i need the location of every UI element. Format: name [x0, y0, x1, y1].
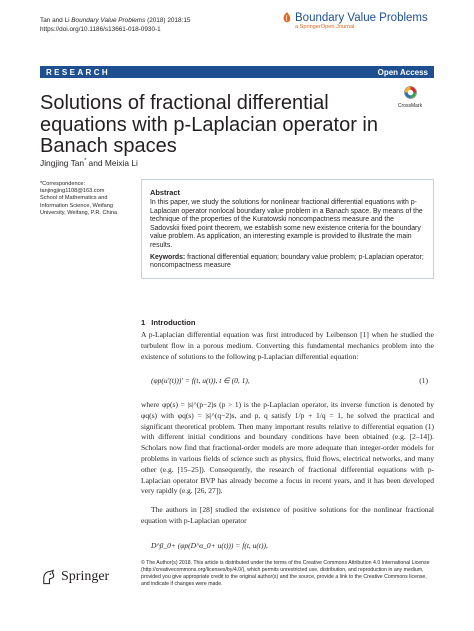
paragraph-2: where φp(s) = |s|^(p−2)s (p > 1) is the p-Laplacian operator, its inverse function is denoted by φq(s) with φq(s) = |s|^(q−2)s, and p, q satisfy 1/p + 1/q = 1, he solved the practical and significant theoretical problem. Then many important results relative to differential equation (1) with different initial conditions and boundary conditions have been obtained (e.g. [2–14]). Scholars now find that fractional-order models are more adequate than integer-order models for problems in various fields of science such as physics, fluid flows, electrical networks, and many other (e.g. [15–25]). Consequently, the research of fractional differential equations with p-Laplacian operator BVP has already become a focus in recent years, and it has been developed very rapidly (e.g. [26, 27]). [141, 400, 434, 496]
abstract-box [141, 179, 434, 279]
correspondence-email[interactable]: tanjingjing1108@163.com [40, 188, 105, 195]
paragraph-1: A p-Laplacian differential equation was first introduced by Leibenson [1] when he studied the turbulent flow in a porous medium. Converting this fundamental mechanics problem into the existence of solutions to the following p-Laplacian differential equation: [141, 330, 434, 361]
crossmark-icon [404, 86, 417, 99]
keywords-list: fractional differential equation; boundary value problem; p-Laplacian operator; noncompactness measure [150, 253, 424, 270]
crossmark-badge[interactable] [386, 86, 434, 109]
author-rest: and Meixia Li [86, 158, 138, 168]
equation-1-body: (φp(u′(t)))′ = f(t, u(t)), t ∈ (0, 1), [151, 376, 250, 385]
keywords-label: Keywords: [150, 253, 186, 261]
article-type-label: RESEARCH [46, 67, 111, 77]
running-head-journal: Boundary Value Problems [71, 17, 146, 24]
correspondence-block [40, 181, 135, 217]
corresponding-marker: * [84, 158, 87, 165]
publisher-name: Springer [61, 569, 110, 584]
open-access-label: Open Access [377, 67, 428, 77]
springer-logo [40, 566, 135, 588]
affiliation-line-3: University, Weifang, P.R. China [40, 209, 118, 216]
section-heading [141, 318, 196, 327]
affiliation-line-1: School of Mathematics and [40, 195, 108, 202]
running-head-suffix: (2018) 2018:15 [145, 17, 191, 24]
section-title: Introduction [151, 318, 196, 327]
abstract-body: In this paper, we study the solutions for nonlinear fractional differential equations with p-Laplacian operator nonlocal boundary value problem in a Banach space. By means of the technique of the properties of the Kuratowski noncompactness measure and the Sadovskii fixed point theorem, we establish some new existence criteria for the boundary value problem. As application, an interesting example is provided to illustrate the main results. [150, 199, 423, 249]
equation-1-number: (1) [419, 376, 428, 385]
article-type-bar [40, 66, 434, 78]
paragraph-3: The authors in [28] studied the existence of positive solutions for the nonlinear fractional equation with p-Laplacian operator [141, 505, 434, 525]
running-head-prefix: Tan and Li [40, 17, 72, 24]
section-number: 1 [141, 318, 146, 327]
abstract-heading: Abstract [150, 188, 180, 197]
license-text: © The Author(s) 2018. This article is distributed under the terms of the Creative Commons Attribution 4.0 International License (http://creativecommons.org/licenses/by/4.0/), which permits unrestricted use, distribution, and reproduction in any medium, provided you give appropriate credit to the original author(s) and the source, provide a link to the Creative Commons license, and indicate if changes were made. [141, 560, 430, 587]
doi-link[interactable]: https://doi.org/10.1186/s13661-018-0930-1 [40, 26, 161, 33]
springer-horse-icon [40, 568, 57, 586]
running-head [40, 16, 190, 34]
springeropen-icon [282, 12, 292, 24]
journal-subtitle: a SpringerOpen Journal [295, 24, 355, 30]
author-first[interactable]: Jingjing Tan [40, 158, 85, 168]
crossmark-label: CrossMark [397, 103, 423, 109]
affiliation-line-2: Information Science, Weifang [40, 202, 113, 209]
correspondence-label: *Correspondence: [40, 181, 86, 187]
keywords [150, 254, 425, 271]
journal-logo [282, 12, 432, 30]
journal-name: Boundary Value Problems [295, 12, 428, 24]
article-title: Solutions of fractional differential equations with p-Laplacian operator in Banach spaces [40, 92, 378, 157]
equation-2-body: D^β_0+ (φp(D^α_0+ u(t))) = f(t, u(t)), [151, 541, 268, 550]
author-line [40, 158, 138, 168]
citation-line [40, 16, 190, 25]
